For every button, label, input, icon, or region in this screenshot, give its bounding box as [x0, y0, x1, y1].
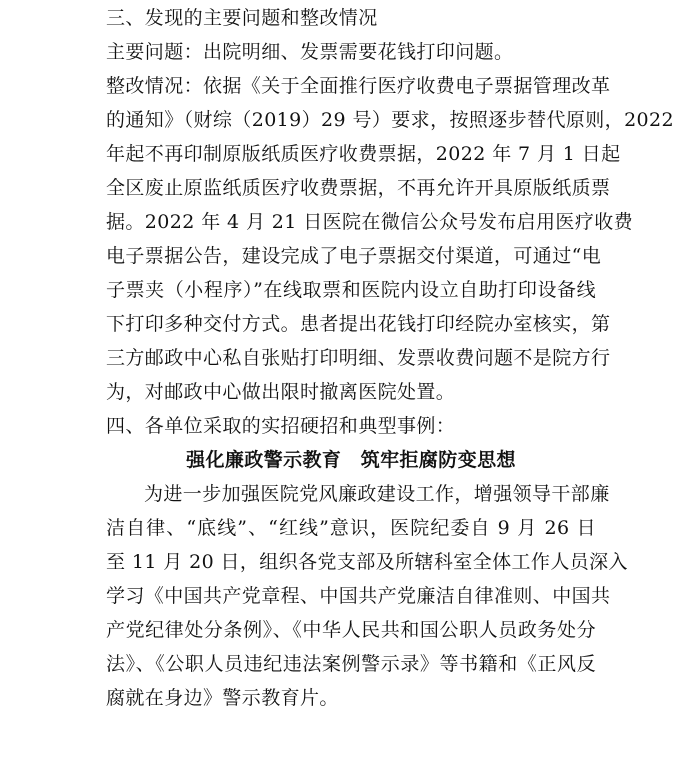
rectification-line-8: 下打印多种交付方式。患者提出花钱打印经院办室核实，第: [106, 313, 611, 335]
rectification-line-10: 为，对邮政中心做出限时撤离医院处置。: [106, 381, 456, 403]
article-paragraph-line-7: 腐就在身边》警示教育片。: [106, 687, 339, 709]
main-problem-line: 主要问题：出院明细、发票需要花钱打印问题。: [106, 41, 514, 63]
rectification-line-9: 三方邮政中心私自张贴打印明细、发票收费问题不是院方行: [106, 347, 611, 369]
rectification-line-1: 整改情况：依据《关于全面推行医疗收费电子票据管理改革: [106, 75, 611, 97]
article-paragraph-line-1: 为进一步加强医院党风廉政建设工作，增强领导干部廉: [144, 483, 610, 505]
article-title: 强化廉政警示教育 筑牢拒腐防变思想: [186, 449, 516, 471]
article-paragraph-line-3: 至 11 月 20 日，组织各党支部及所辖科室全体工作人员深入: [106, 551, 628, 573]
rectification-line-5: 据。2022 年 4 月 21 日医院在微信公众号发布启用医疗收费: [106, 211, 634, 233]
rectification-line-6: 电子票据公告，建设完成了电子票据交付渠道，可通过“电: [106, 245, 602, 267]
article-paragraph-line-2: 洁自律、“底线”、“红线”意识，医院纪委自 9 月 26 日: [106, 517, 596, 539]
rectification-line-4: 全区废止原监纸质医疗收费票据，不再允许开具原版纸质票: [106, 177, 611, 199]
article-paragraph-line-4: 学习《中国共产党章程、中国共产党廉洁自律准则、中国共: [106, 585, 611, 607]
section-heading-measures: 四、各单位采取的实招硬招和典型事例：: [106, 415, 456, 437]
article-paragraph-line-6: 法》、《公职人员违纪违法案例警示录》等书籍和《正风反: [106, 653, 596, 675]
section-heading-problems: 三、发现的主要问题和整改情况: [106, 7, 378, 29]
rectification-line-7: 子票夹（小程序）”在线取票和医院内设立自助打印设备线: [106, 279, 596, 301]
rectification-line-2: 的通知》（财综（2019）29 号）要求，按照逐步替代原则，2022: [106, 109, 675, 131]
article-paragraph-line-5: 产党纪律处分条例》、《中华人民共和国公职人员政务处分: [106, 619, 596, 641]
rectification-line-3: 年起不再印制原版纸质医疗收费票据，2022 年 7 月 1 日起: [106, 143, 621, 165]
